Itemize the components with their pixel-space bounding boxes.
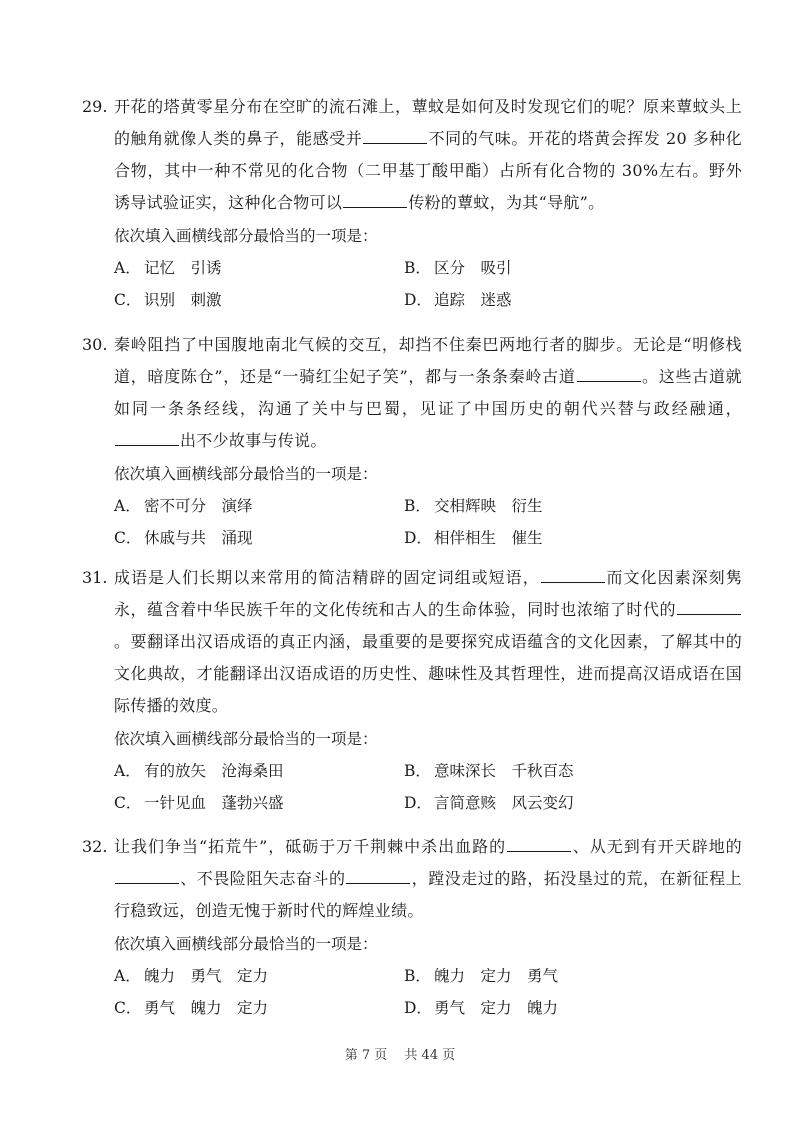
option-a: A． 记忆 引诱 [114, 259, 222, 277]
question-number: 29. [82, 97, 108, 116]
question-number: 32. [82, 837, 108, 856]
question-instruction: 依次填入画横线部分最恰当的一项是： [114, 730, 378, 748]
question-instruction: 依次填入画横线部分最恰当的一项是： [114, 465, 378, 483]
page-footer: 第 7 页 共 44 页 [344, 1048, 456, 1063]
question-30 [82, 329, 742, 554]
fill-blank [507, 833, 571, 852]
option-c: C． 识别 刺激 [114, 291, 222, 309]
question-31 [82, 562, 742, 819]
option-c: C． 勇气 魄力 定力 [114, 999, 269, 1017]
fill-blank [541, 564, 605, 583]
option-b: B． 交相辉映 衍生 [404, 497, 543, 515]
fill-blank [363, 125, 427, 144]
fill-blank [115, 865, 179, 884]
question-32 [82, 831, 742, 1024]
fill-blank [115, 427, 179, 446]
answer-options [114, 490, 742, 554]
option-d: D． 相伴相生 催生 [404, 529, 543, 547]
question-text: 秦岭阻挡了中国腹地南北气候的交互，却挡不住秦巴两地行者的脚步。无论是“明修栈道，暗度陈仓”，还是“一骑红尘妃子笑”，都与一条条秦岭古道 。这些古道就如同一条条经线，沟通了关中与巴蜀，见证了中国历史的朝代兴替与政经融通，出不少故事与传说。 [114, 335, 742, 450]
option-a: A． 魄力 勇气 定力 [114, 967, 269, 985]
question-text: 成语是人们长期以来常用的简洁精辟的固定词组或短语， 而文化因素深刻隽永，蕴含着中华民族千年的文化传统和古人的生命体验，同时也浓缩了时代的。要翻译出汉语成语的真正内涵，最重要的是要探究成语蕴含的文化因素，了解其中的文化典故，才能翻译出汉语成语的历史性、趣味性及其哲理性，进而提高汉语成语在国际传播的效度。 [114, 562, 742, 722]
answer-options [114, 252, 742, 316]
option-d: D． 言简意赅 风云变幻 [404, 794, 574, 812]
option-c: C． 一针见血 蓬勃兴盛 [114, 794, 284, 812]
question-text: 让我们争当“拓荒牛”，砥砺于万千荆棘中杀出血路的 、从无到有开天辟地的、不畏险阻矢志奋斗的 ，蹚没走过的路，拓没垦过的荒，在新征程上行稳致远，创造无愧于新时代的辉煌业绩。 [114, 831, 742, 927]
option-d: D． 勇气 定力 魄力 [404, 999, 559, 1017]
question-29 [82, 91, 742, 316]
option-b: B． 魄力 定力 勇气 [404, 967, 559, 985]
fill-blank [577, 363, 641, 382]
option-a: A． 密不可分 演绎 [114, 497, 253, 515]
option-a: A． 有的放矢 沧海桑田 [114, 762, 284, 780]
option-b: B． 区分 吸引 [404, 259, 512, 277]
fill-blank [343, 189, 407, 208]
question-instruction: 依次填入画横线部分最恰当的一项是： [114, 227, 378, 245]
question-number: 30. [82, 335, 108, 354]
question-number: 31. [82, 568, 108, 587]
option-d: D． 追踪 迷惑 [404, 291, 512, 309]
fill-blank [346, 865, 410, 884]
question-text: 开花的塔黄零星分布在空旷的流石滩上，蕈蚊是如何及时发现它们的呢？原来蕈蚊头上的触角就像人类的鼻子，能感受并 不同的气味。开花的塔黄会挥发 20 多种化合物，其中一种不常见的化合物（二甲基丁酸甲酯）占所有化合物的 30%左右。野外诱导试验证实，这种化合物可以 传粉的蕈蚊，为其“导航”。 [114, 97, 742, 212]
answer-options [114, 960, 742, 1024]
fill-blank [677, 596, 741, 615]
option-c: C． 休戚与共 涌现 [114, 529, 253, 547]
option-b: B． 意味深长 千秋百态 [404, 762, 574, 780]
question-instruction: 依次填入画横线部分最恰当的一项是： [114, 935, 378, 953]
answer-options [114, 755, 742, 819]
